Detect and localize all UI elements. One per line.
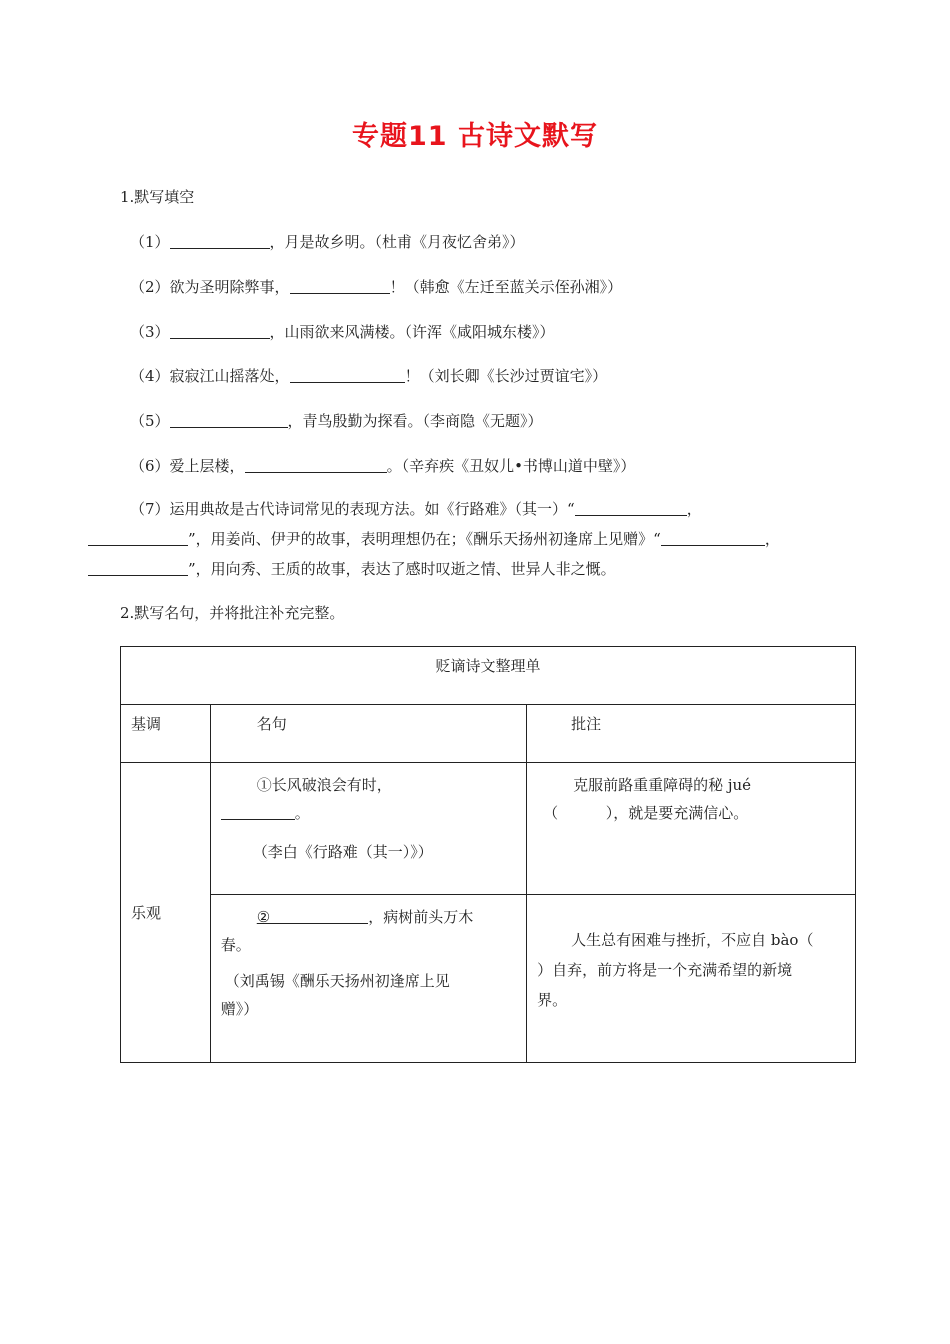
fill-item-4 <box>130 365 607 386</box>
row1-note-cell <box>527 763 856 895</box>
row1-source: （李白《行路难（其一）》） <box>252 843 433 861</box>
item-text-before: 欲为圣明除弊事， <box>169 278 290 296</box>
row2-note-a: 人生总有困难与挫折，不应自 bào（ <box>571 931 814 949</box>
item-number: （1） <box>130 233 170 251</box>
answer-blank[interactable] <box>221 805 295 820</box>
answer-blank[interactable] <box>290 368 405 383</box>
item-7-text-d: ， <box>764 530 780 548</box>
item-text-after: ，山雨欲来风满楼。（许浑《咸阳城东楼》） <box>269 323 555 341</box>
exile-poetry-table <box>120 646 856 1063</box>
answer-blank[interactable] <box>290 279 390 294</box>
answer-blank[interactable] <box>270 909 368 924</box>
row1-note-a: 克服前路重重障碍的秘 jué <box>573 776 752 794</box>
item-7-text-b: ， <box>686 500 702 518</box>
fill-item-3 <box>130 321 555 342</box>
row1-note-b: （ ），就是要充满信心。 <box>543 804 749 822</box>
item-number: （6） <box>130 457 170 475</box>
item-number: （2） <box>130 278 170 296</box>
header-note-cell <box>527 705 856 763</box>
fill-item-5 <box>130 410 543 431</box>
answer-blank[interactable] <box>575 501 687 516</box>
row2-line-cell <box>210 895 526 1063</box>
header-note: 批注 <box>571 715 602 733</box>
header-tone: 基调 <box>131 715 162 733</box>
header-line: 名句 <box>256 715 287 733</box>
row2-note-cell <box>527 895 856 1063</box>
question-1-heading: 1.默写填空 <box>120 188 195 206</box>
item-text-after: ，月是故乡明。（杜甫《月夜忆舍弟》） <box>269 233 525 251</box>
page-title: 专题11 古诗文默写 <box>352 121 598 152</box>
row2-note-c: 界。 <box>537 991 568 1009</box>
tone-label: 乐观 <box>131 904 162 922</box>
row1-line-cell <box>210 763 526 895</box>
row2-line-a-wrap <box>211 895 526 931</box>
question-2-heading: 2.默写名句，并将批注补充完整。 <box>120 604 345 622</box>
item-text-before: 寂寂江山摇落处， <box>169 367 290 385</box>
item-text-after: ！（韩愈《左迁至蓝关示侄孙湘》） <box>389 278 623 296</box>
row2-marker: ② <box>256 908 271 926</box>
item-7-text-a: （7）运用典故是古代诗词常见的表现方法。如《行路难》（其一）“ <box>130 500 575 518</box>
fill-item-1 <box>130 231 525 252</box>
answer-blank[interactable] <box>88 531 188 546</box>
answer-blank[interactable] <box>245 458 387 473</box>
row1-line-b-wrap <box>211 799 526 827</box>
answer-blank[interactable] <box>170 413 288 428</box>
header-line-cell <box>210 705 526 763</box>
row1-line-a: ①长风破浪会有时， <box>256 776 392 794</box>
fill-item-7 <box>88 494 863 584</box>
item-number: （4） <box>130 367 170 385</box>
row2-note-b: ）自弃，前方将是一个充满希望的新境 <box>537 961 793 979</box>
item-number: （3） <box>130 323 170 341</box>
row2-line-a: ，病树前头万木 <box>368 908 474 926</box>
item-text-after: ，青鸟殷勤为探看。（李商隐《无题》） <box>287 412 543 430</box>
item-text-after: 。（辛弃疾《丑奴儿•书博山道中壁》） <box>386 457 636 475</box>
row2-line-b: 春。 <box>220 936 251 954</box>
item-number: （5） <box>130 412 170 430</box>
row2-source-a: （刘禹锡《酬乐天扬州初逢席上见 <box>224 972 450 990</box>
tone-cell <box>121 763 211 1063</box>
table-caption: 贬谪诗文整理单 <box>435 657 541 675</box>
table-caption-cell <box>121 647 856 705</box>
row2-source-b: 赠》） <box>220 1000 259 1018</box>
item-7-text-e: ”，用向秀、王质的故事，表达了感时叹逝之情、世异人非之慨。 <box>188 560 616 578</box>
answer-blank[interactable] <box>661 531 765 546</box>
answer-blank[interactable] <box>170 234 270 249</box>
item-text-before: 爱上层楼， <box>169 457 245 475</box>
fill-item-6 <box>130 455 635 476</box>
row1-line-b: 。 <box>294 804 310 822</box>
fill-item-2 <box>130 276 622 297</box>
answer-blank[interactable] <box>88 561 188 576</box>
header-tone-cell <box>121 705 211 763</box>
item-text-after: ！（刘长卿《长沙过贾谊宅》） <box>404 367 608 385</box>
answer-blank[interactable] <box>170 324 270 339</box>
item-7-text-c: ”，用姜尚、伊尹的故事，表明理想仍在；《酬乐天扬州初逢席上见赠》“ <box>188 530 661 548</box>
